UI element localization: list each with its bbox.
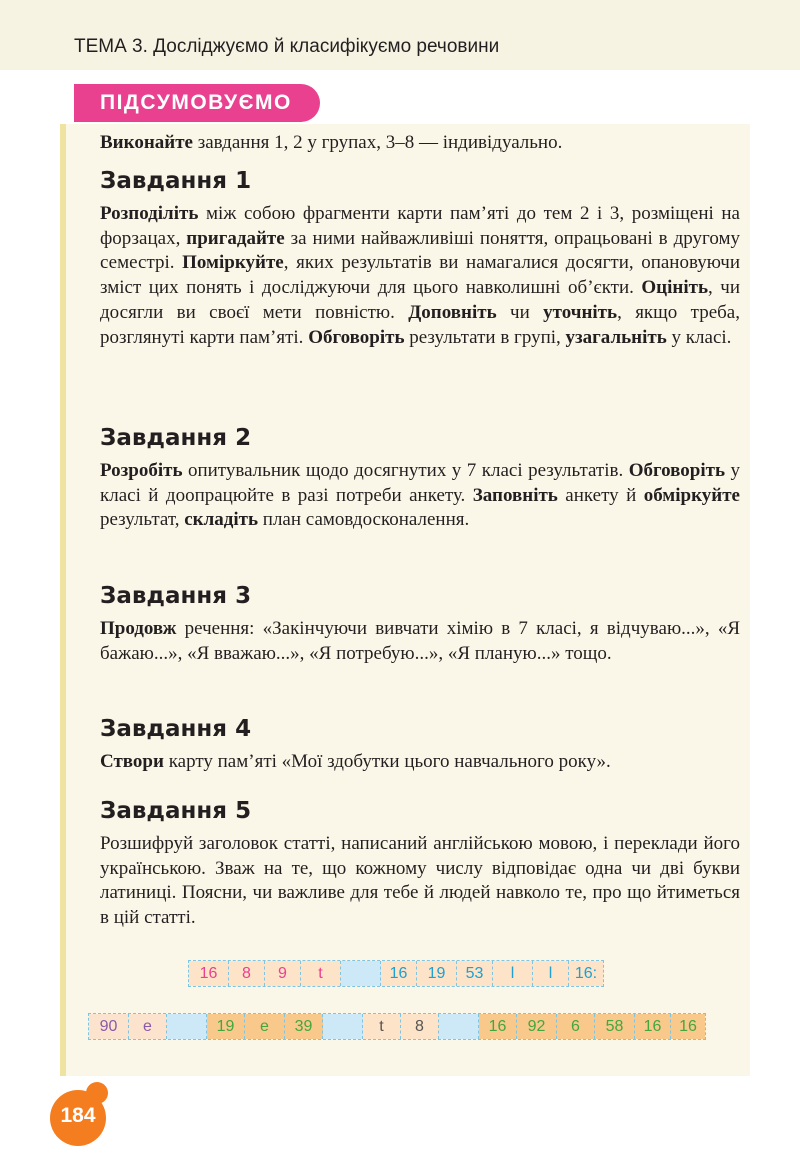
cipher-cell: 16 — [635, 1014, 671, 1039]
text-run: у класі й доопрацюйте в разі потреби анкету. — [100, 460, 741, 506]
text-run: результати в групі, — [404, 326, 566, 348]
bold-verb: узагальніть — [565, 326, 667, 348]
text-run: план самовдосконалення. — [258, 509, 470, 531]
text-run: , яких результатів ви намагалися досягти, опановуючи зміст цих понять і досліджуючи для цього навколишні об’єкти. — [100, 252, 740, 299]
bold-verb: Оцініть — [641, 277, 709, 299]
bold-verb: Розробіть — [100, 460, 183, 481]
cipher-cell: 92 — [517, 1014, 557, 1039]
intro-rest: завдання 1, 2 у групах, 3–8 — індивідуально. — [192, 132, 563, 153]
section-banner — [74, 84, 320, 122]
cipher-cell: l — [493, 961, 533, 986]
intro-block — [100, 131, 740, 156]
bold-verb: Створи — [100, 751, 164, 772]
panel-left-rule — [60, 124, 66, 1076]
cipher-cell: t — [363, 1014, 401, 1039]
cipher-cell: 19 — [417, 961, 457, 986]
text-run: між собою фрагменти карти пам’яті до тем 2 і 3, розміщені на форзацах, — [100, 203, 740, 249]
cipher-row-2 — [88, 1013, 706, 1040]
task-2-paragraph — [100, 459, 740, 533]
bold-verb: обміркуйте — [643, 484, 740, 506]
bold-verb: Обговоріть — [308, 326, 405, 348]
cipher-cell: 53 — [457, 961, 493, 986]
cipher-space-cell — [167, 1014, 207, 1039]
cipher-cell: 16: — [569, 961, 603, 986]
cipher-space-cell — [323, 1014, 363, 1039]
bold-verb: Розподіліть — [100, 203, 199, 224]
page-number: 184 — [60, 1104, 96, 1127]
bold-verb: Поміркуйте — [182, 252, 284, 274]
section-banner-label: ПІДСУМОВУЄМО — [100, 91, 292, 114]
bold-verb: Обговоріть — [628, 460, 726, 481]
task-1-paragraph — [100, 202, 740, 350]
running-header — [0, 0, 800, 70]
cipher-space-cell — [439, 1014, 479, 1039]
bold-verb: Продовж — [100, 618, 177, 639]
cipher-cell: e — [245, 1014, 285, 1039]
cipher-cell: 39 — [285, 1014, 323, 1039]
task-5-block — [100, 798, 740, 931]
cipher-cell: 9 — [265, 961, 301, 986]
cipher-row-1 — [188, 960, 604, 987]
cipher-cell: 16 — [479, 1014, 517, 1039]
intro-paragraph — [100, 131, 740, 156]
cipher-cell: 19 — [207, 1014, 245, 1039]
task-5-heading: Завдання 5 — [100, 798, 252, 824]
cipher-cell: 8 — [401, 1014, 439, 1039]
task-2-block — [100, 425, 740, 533]
text-run: , чи досягли ви своєї мети повністю. — [100, 277, 740, 323]
task-1-block — [100, 168, 740, 350]
text-run: результат, — [100, 509, 185, 531]
cipher-cell: 58 — [595, 1014, 635, 1039]
running-header-title: ТЕМА 3. Досліджуємо й класифікуємо речовини — [74, 36, 500, 57]
text-run: анкету й — [557, 484, 644, 506]
task-2-heading: Завдання 2 — [100, 425, 252, 451]
cipher-cell: t — [301, 961, 341, 986]
text-run: за ними найважливіші поняття, опрацьовані в другому семестрі. — [100, 227, 740, 274]
text-run: речення: «Закінчуючи вивчати хімію в 7 класі, я відчуваю...», «Я бажаю...», «Я вважаю...», «Я потребую...», «Я планую...» тощо. — [100, 618, 740, 664]
cipher-space-cell — [341, 961, 381, 986]
bold-verb: пригадайте — [186, 227, 285, 249]
task-3-heading: Завдання 3 — [100, 583, 252, 609]
bold-verb: уточніть — [543, 301, 618, 323]
cipher-cell: 16 — [671, 1014, 705, 1039]
task-5-paragraph — [100, 832, 740, 931]
text-run: чи — [496, 301, 544, 323]
cipher-cell: 90 — [89, 1014, 129, 1039]
text-run: карту пам’яті «Мої здобутки цього навчального року». — [163, 751, 611, 772]
text-run: опитувальник щодо досягнутих у 7 класі результатів. — [182, 460, 629, 481]
text-run: Розшифруй заголовок статті, написаний англійською мовою, і переклади його українською. Зваж на те, що кожному числу відповідає одна чи дві букви латиниці. Поясни, чи важливе для тебе й людей навколо те, про що йтиметься в цій статті. — [100, 833, 740, 929]
task-4-paragraph — [100, 750, 740, 775]
cipher-cell: 8 — [229, 961, 265, 986]
bold-verb: складіть — [184, 509, 259, 531]
cipher-cell: l — [533, 961, 569, 986]
task-4-heading: Завдання 4 — [100, 716, 252, 742]
cipher-cell: 16 — [381, 961, 417, 986]
task-3-block — [100, 583, 740, 666]
task-3-paragraph — [100, 617, 740, 666]
text-run: у класі. — [666, 326, 732, 348]
cipher-cell: 6 — [557, 1014, 595, 1039]
task-4-block — [100, 716, 740, 775]
bold-verb: Заповніть — [472, 484, 558, 506]
text-run: , якщо треба, розглянуті карти пам’яті. — [100, 301, 740, 348]
bold-verb: Доповніть — [408, 301, 497, 323]
intro-lead: Виконайте — [100, 132, 193, 153]
cipher-cell: 16 — [189, 961, 229, 986]
task-1-heading: Завдання 1 — [100, 168, 252, 194]
cipher-cell: e — [129, 1014, 167, 1039]
